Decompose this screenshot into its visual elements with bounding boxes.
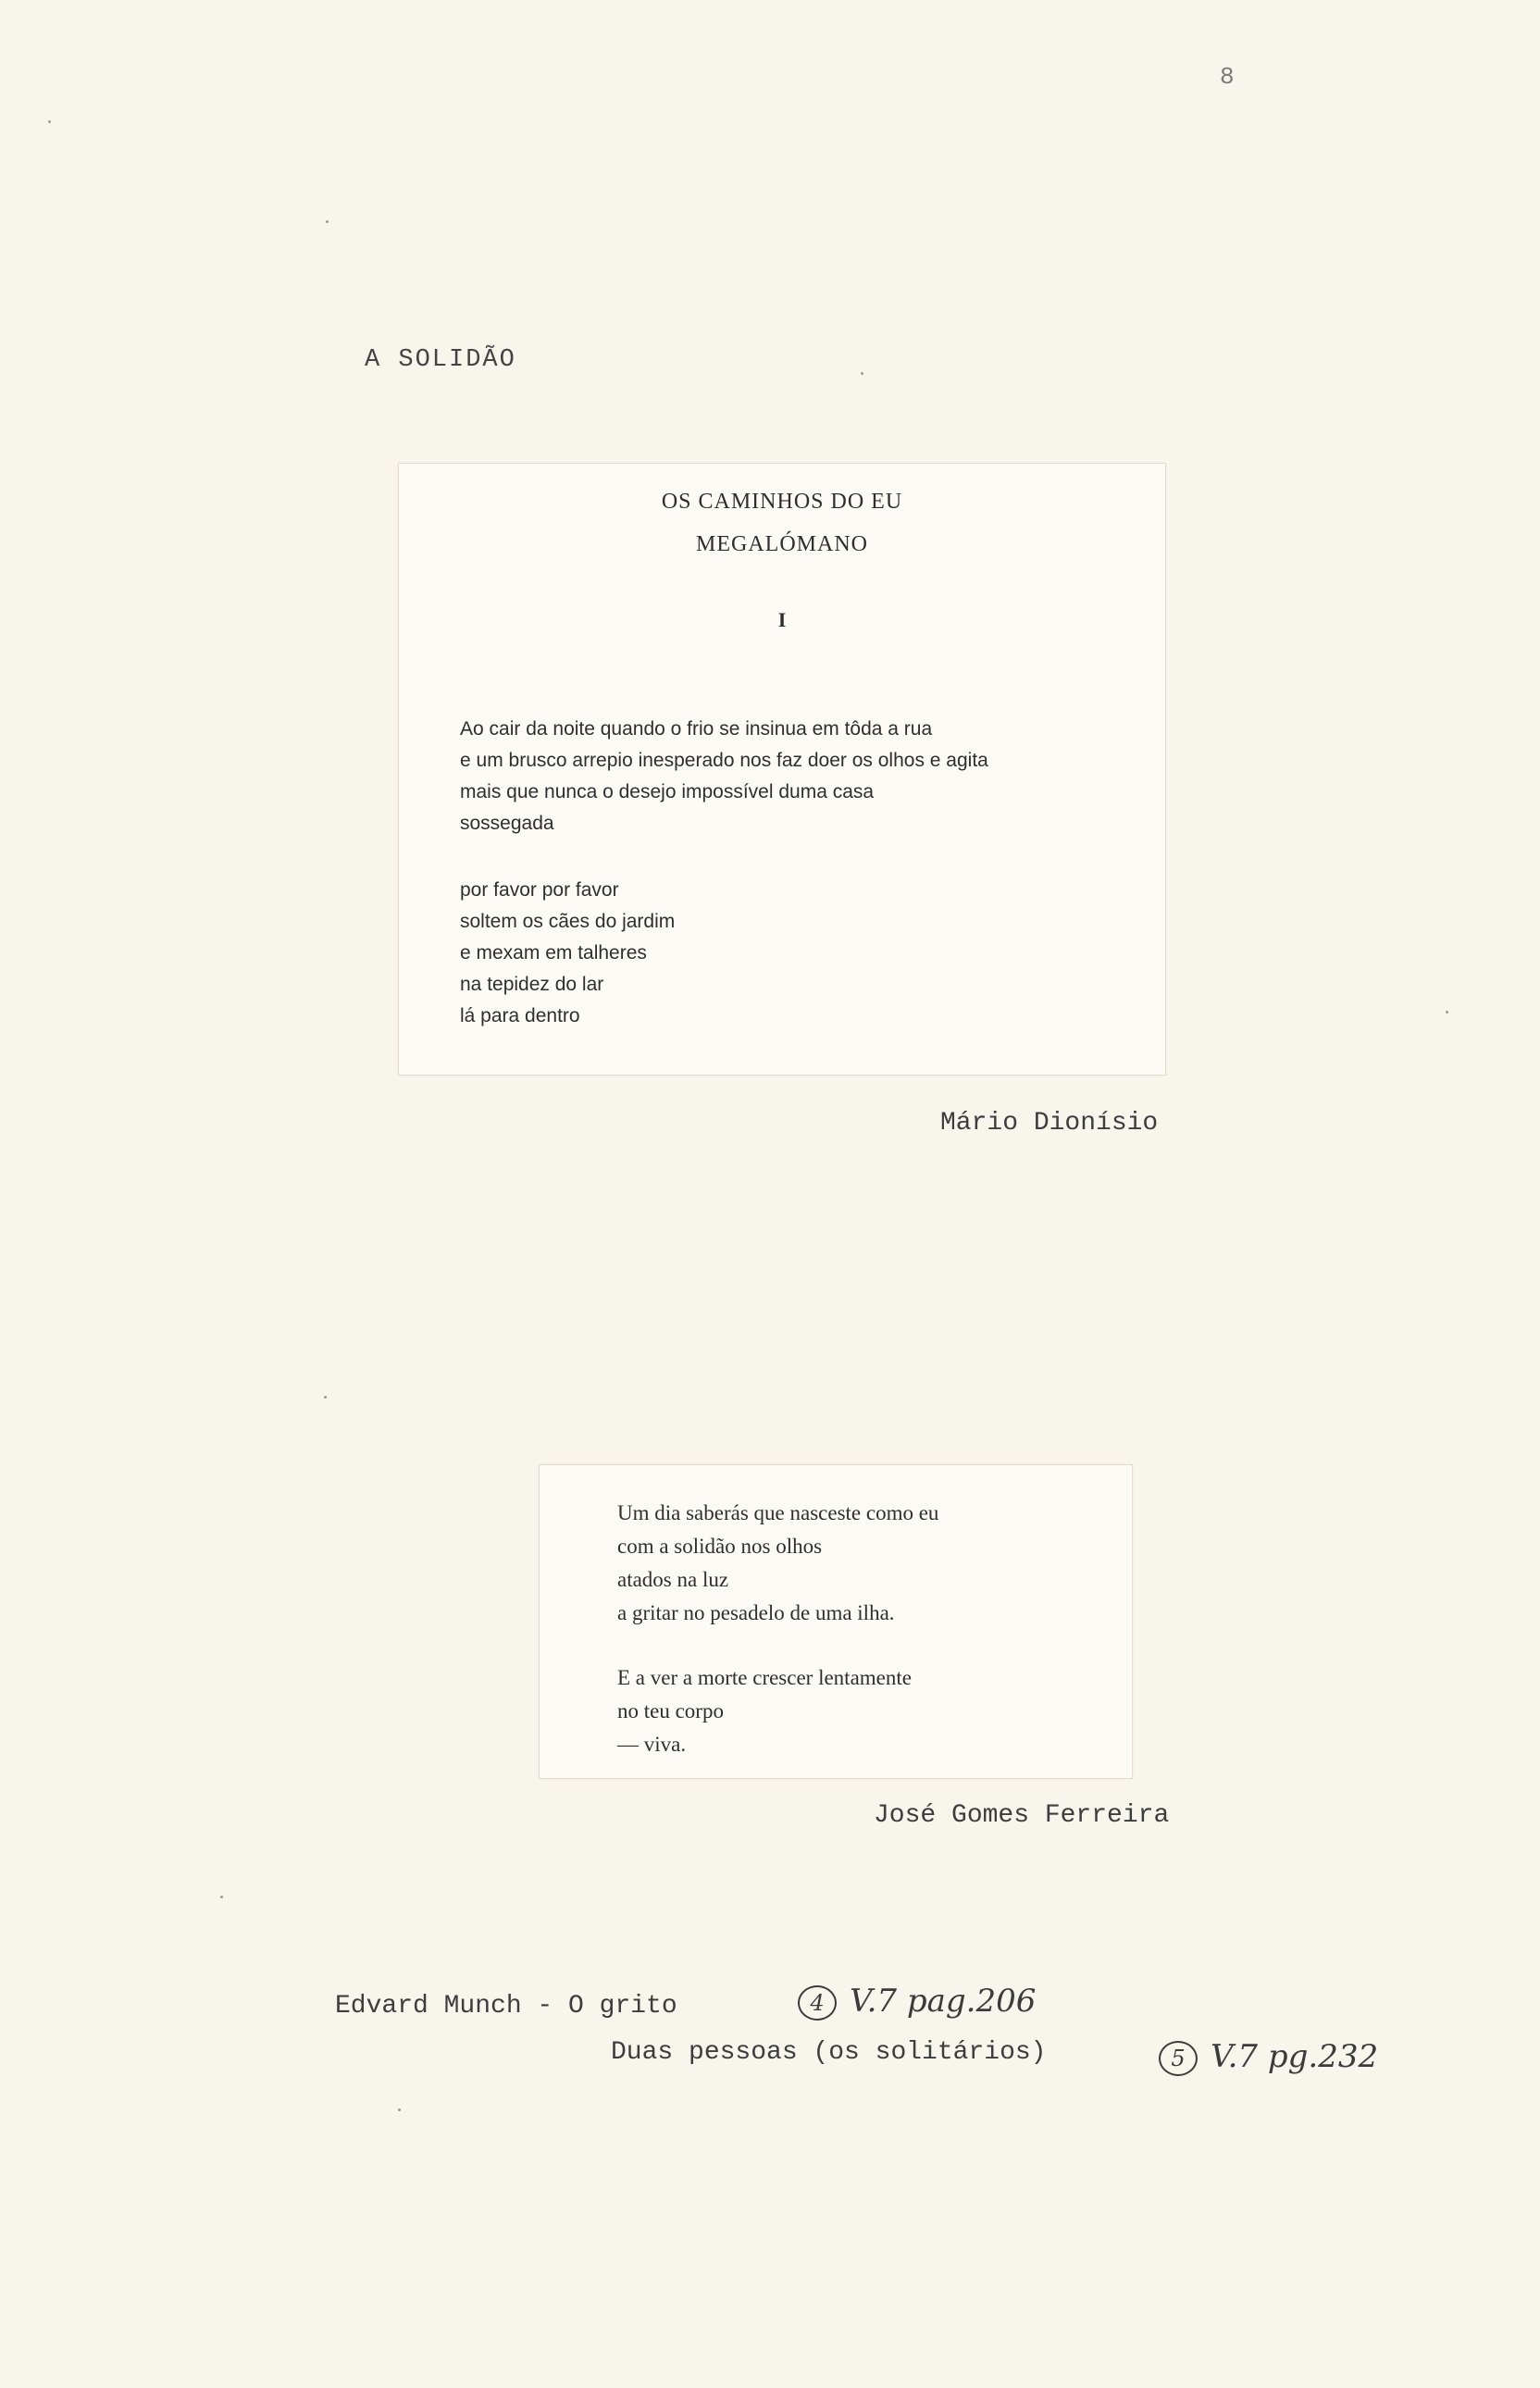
poem-line: soltem os cães do jardim <box>460 911 676 932</box>
reference-two-people: Duas pessoas (os solitários) <box>611 2038 1047 2067</box>
paper-speck <box>861 372 863 375</box>
author-jose-gomes-ferreira: José Gomes Ferreira <box>874 1801 1170 1830</box>
poem-line: e mexam em talheres <box>460 942 647 964</box>
circled-number-icon: 5 <box>1159 2041 1198 2076</box>
paper-speck <box>48 120 51 123</box>
poem-stanza-1 <box>460 714 988 840</box>
poem-line: no teu corpo <box>617 1699 724 1723</box>
poem-line: na tepidez do lar <box>460 974 604 995</box>
poem-line: por favor por favor <box>460 879 619 901</box>
page-number: 8 <box>1220 63 1235 91</box>
paper-speck <box>326 220 329 223</box>
handwritten-note-2 <box>1159 2038 1378 2076</box>
poem-line: mais que nunca o desejo impossível duma casa <box>460 781 875 802</box>
poem-clipping-solidao <box>539 1464 1133 1779</box>
reference-munch-scream: Edvard Munch - O grito <box>335 1992 677 2021</box>
poem-title-line-2: MEGALÓMANO <box>696 532 868 556</box>
circled-number-icon: 4 <box>798 1985 837 2021</box>
paper-speck <box>398 2108 401 2111</box>
paper-speck <box>220 1896 223 1898</box>
poem-line: atados na luz <box>617 1568 729 1591</box>
poem-line: lá para dentro <box>460 1005 580 1026</box>
poem-line: com a solidão nos olhos <box>617 1535 823 1558</box>
poem-title-line-1: OS CAMINHOS DO EU <box>661 490 903 514</box>
handwritten-note-text: V.7 pg.232 <box>1211 2038 1379 2075</box>
poem-stanza-2 <box>617 1661 912 1761</box>
handwritten-note-text: V.7 pag.206 <box>850 1983 1037 2020</box>
handwritten-note-1 <box>798 1983 1036 2021</box>
poem-line: Ao cair da noite quando o frio se insinua em tôda a rua <box>460 718 933 740</box>
poem-section-numeral: I <box>777 608 787 631</box>
author-mario-dionisio: Mário Dionísio <box>940 1109 1159 1138</box>
poem-clipping-megalomano <box>398 463 1166 1076</box>
poem-line: E a ver a morte crescer lentamente <box>617 1666 912 1689</box>
poem-stanza-1 <box>617 1497 938 1630</box>
paper-speck <box>324 1396 327 1399</box>
poem-line: — viva. <box>617 1733 687 1756</box>
poem-line: a gritar no pesadelo de uma ilha. <box>617 1601 895 1624</box>
poem-stanza-2 <box>460 875 675 1032</box>
poem-line: sossegada <box>460 813 554 834</box>
poem-line: e um brusco arrepio inesperado nos faz doer os olhos e agita <box>460 750 988 771</box>
section-title: A SOLIDÃO <box>365 346 516 374</box>
poem-line: Um dia saberás que nasceste como eu <box>617 1501 939 1524</box>
paper-speck <box>1446 1011 1448 1014</box>
